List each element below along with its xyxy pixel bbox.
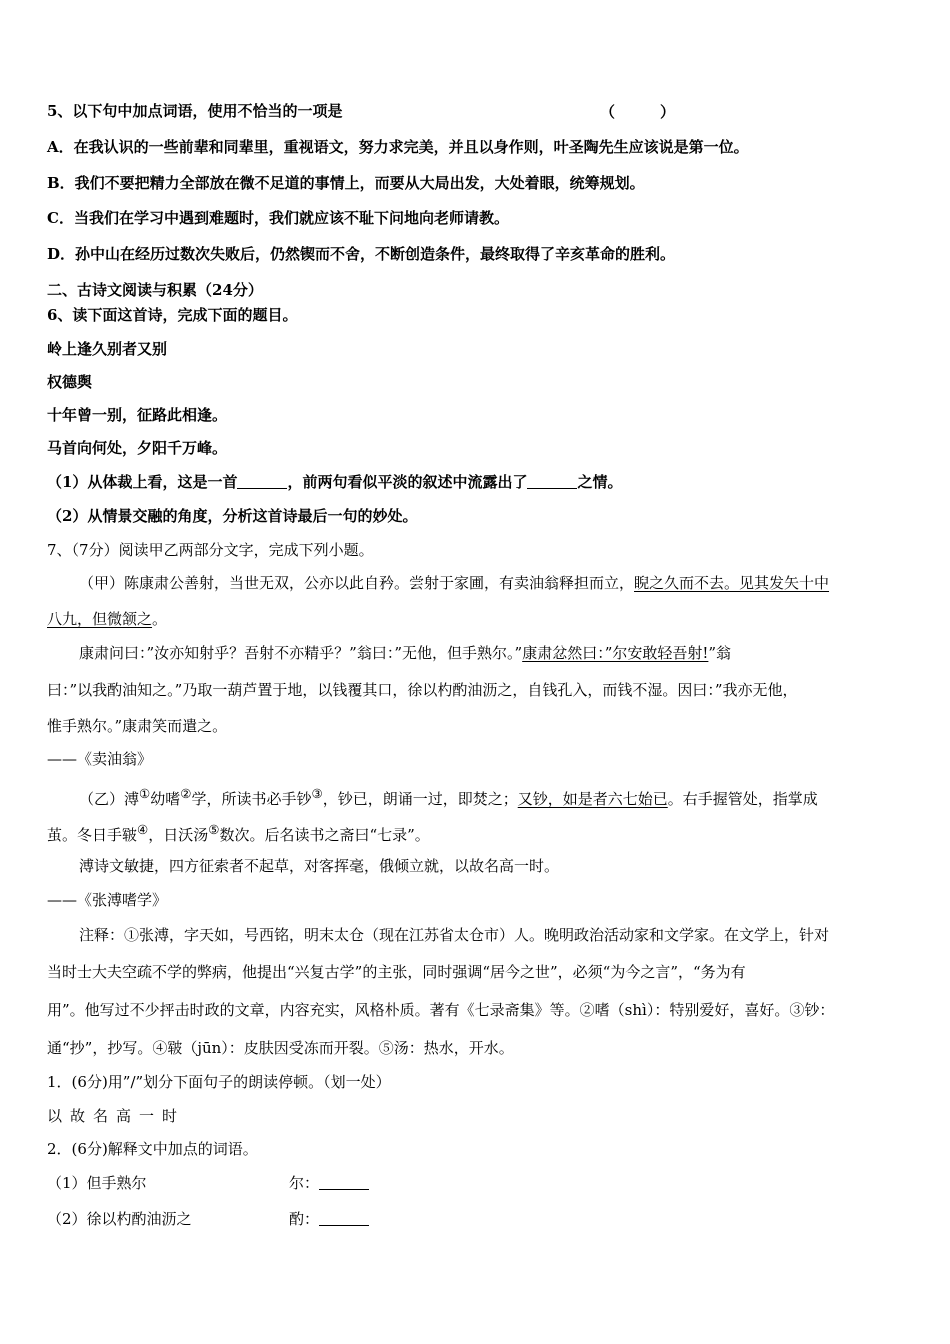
term-row-1: （1）但手熟尔	[47, 1174, 147, 1192]
poem-author: 权德舆	[47, 373, 93, 391]
yi-para-2: 溥诗文敏捷，四方征索者不起草，对客挥毫，俄倾立就，以故名高一时。	[79, 857, 560, 875]
note-line-1: 注释：①张溥，字天如，号西铭，明末太仓（现在江苏省太仓市）人。晚明政治活动家和文学家。在文学上，针对	[79, 926, 830, 944]
term-answer-1: 尔：	[289, 1173, 369, 1193]
term-row-2: （2）徐以杓酌油沥之	[47, 1210, 192, 1228]
answer-blank	[319, 1210, 369, 1226]
q6-sub2: （2）从情景交融的角度，分析这首诗最后一句的妙处。	[47, 507, 418, 525]
q5-option-a: A．在我认识的一些前辈和同辈里，重视语文，努力求完美，并且以身作则，叶圣陶先生应该说是第一位。	[47, 138, 749, 156]
poem-line-2: 马首向何处，夕阳千万峰。	[47, 439, 228, 457]
answer-blank	[237, 473, 287, 489]
section-heading: 二、古诗文阅读与积累（24分）	[47, 281, 263, 299]
sub-question-1: 1．(6分)用”/”划分下面句子的朗读停顿。（划一处）	[47, 1073, 391, 1091]
q5-option-b: B．我们不要把精力全部放在微不足道的事情上，而要从大局出发，大处着眼，统筹规划。	[47, 174, 645, 192]
q5-option-c: C．当我们在学习中遇到难题时，我们就应该不耻下问地向老师请教。	[47, 209, 509, 227]
sub-question-2: 2．(6分)解释文中加点的词语。	[47, 1140, 258, 1158]
jia-para-1-cont: 八九，但微颔之。	[47, 610, 168, 628]
answer-blank	[319, 1174, 369, 1190]
poem-line-1: 十年曾一别，征路此相逢。	[47, 406, 228, 424]
jia-para-2-line2: 曰：”以我酌油知之。”乃取一葫芦置于地，以钱覆其口，徐以杓酌油沥之，自钱孔入，而钱不湿。因曰：”我亦无他，	[47, 681, 798, 699]
note-line-4: 通“抄”，抄写。④皲（jūn）：皮肤因受冻而开裂。⑤汤：热水，开水。	[47, 1039, 514, 1057]
answer-blank	[527, 473, 577, 489]
yi-para-1-line2: 茧。冬日手皲④，日沃汤⑤数次。后名读书之斋曰“七录”。	[47, 822, 430, 844]
q7-stem: 7、（7分）阅读甲乙两部分文字，完成下列小题。	[47, 541, 374, 559]
jia-para-2: 康肃问曰：”汝亦知射乎？吾射不亦精乎？”翁曰：”无他，但手熟尔。”康肃忿然曰：”尔安敢轻吾射!”翁	[79, 644, 732, 662]
q5-stem: 5、以下句中加点词语，使用不恰当的一项是	[47, 102, 343, 120]
note-line-3: 用”。他写过不少抨击时政的文章，内容充实，风格朴质。著有《七录斋集》等。②嗜（shì）：特别爱好，喜好。③钞：	[47, 1001, 835, 1019]
q5-option-d: D．孙中山在经历过数次失败后，仍然锲而不舍，不断创造条件，最终取得了辛亥革命的胜利。	[47, 245, 676, 263]
jia-para-2-line3: 惟手熟尔。”康肃笑而遣之。	[47, 717, 228, 735]
pause-sentence: 以故名高一时	[47, 1107, 186, 1125]
term-answer-2: 酌：	[289, 1209, 369, 1229]
yi-source: ——《张溥嗜学》	[47, 891, 168, 909]
note-line-2: 当时士大夫空疏不学的弊病，他提出“兴复古学”的主张，同时强调“居今之世”，必须“为今之言”，“务为有	[47, 963, 746, 981]
answer-parentheses: （ ）	[600, 103, 676, 121]
q6-sub1: （1）从体裁上看，这是一首 ，前两句看似平淡的叙述中流露出了 之情。	[47, 473, 623, 491]
jia-source: ——《卖油翁》	[47, 750, 153, 768]
q6-stem: 6、读下面这首诗，完成下面的题目。	[47, 306, 298, 324]
poem-title: 岭上逢久别者又别	[47, 340, 168, 358]
yi-para-1: （乙）溥①幼嗜②学，所读书必手钞③，钞已，朗诵一过，即焚之；又钞，如是者六七始已。右手握管处，指掌成	[79, 786, 818, 808]
jia-para-1: （甲）陈康肃公善射，当世无双，公亦以此自矜。尝射于家圃，有卖油翁释担而立，睨之久而不去。见其发矢十中	[79, 574, 830, 592]
